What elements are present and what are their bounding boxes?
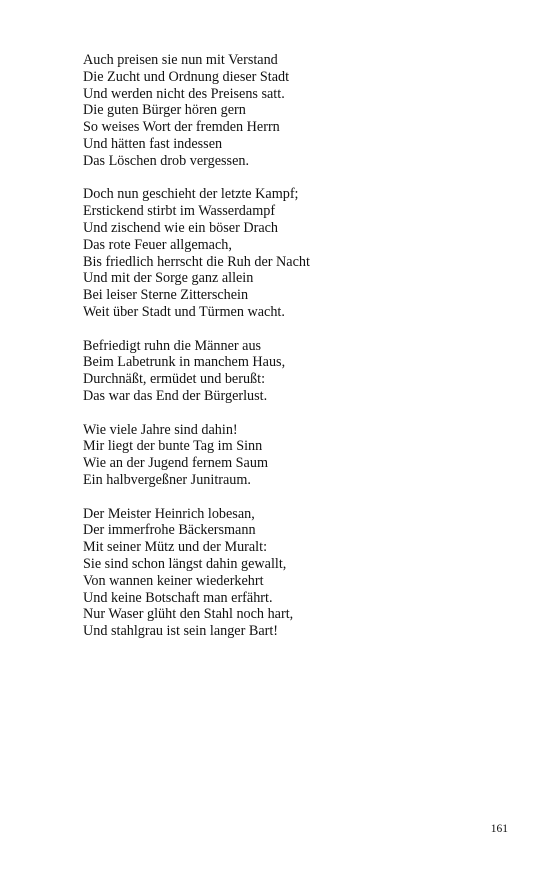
poem-line: Bis friedlich herrscht die Ruh der Nacht: [83, 253, 310, 270]
poem-line: Das Löschen drob vergessen.: [83, 152, 250, 169]
poem-line: Erstickend stirbt im Wasserdampf: [83, 203, 276, 220]
poem-line: Das rote Feuer allgemach,: [83, 236, 232, 253]
poem-text: [83, 52, 523, 657]
poem-line: Sie sind schon längst dahin gewallt,: [83, 555, 287, 572]
poem-line: Die guten Bürger hören gern: [83, 102, 246, 119]
poem-line: Und stahlgrau ist sein langer Bart!: [83, 623, 279, 640]
poem-line: Ein halbvergeßner Junitraum.: [83, 471, 251, 488]
page-number: 161: [490, 823, 508, 835]
poem-line: Die Zucht und Ordnung dieser Stadt: [83, 68, 290, 85]
poem-line: Durchnäßt, ermüdet und berußt:: [83, 371, 266, 388]
poem-line: Und werden nicht des Preisens satt.: [83, 85, 285, 102]
stanza-4: [83, 422, 523, 489]
poem-line: Wie an der Jugend fernem Saum: [83, 455, 268, 472]
poem-line: Und zischend wie ein böser Drach: [83, 219, 279, 236]
poem-line: Wie viele Jahre sind dahin!: [83, 421, 238, 438]
stanza-5: [83, 506, 523, 640]
stanza-2: [83, 186, 523, 320]
poem-line: Der immerfrohe Bäckersmann: [83, 522, 256, 539]
poem-line: So weises Wort der fremden Herrn: [83, 119, 280, 136]
poem-line: Weit über Stadt und Türmen wacht.: [83, 303, 285, 320]
poem-line: Auch preisen sie nun mit Verstand: [83, 52, 278, 68]
poem-line: Das war das End der Bürgerlust.: [83, 387, 268, 404]
poem-line: Nur Waser glüht den Stahl noch hart,: [83, 606, 294, 623]
poem-line: Der Meister Heinrich lobesan,: [83, 505, 255, 522]
poem-line: Mir liegt der bunte Tag im Sinn: [83, 438, 263, 455]
poem-line: Und hätten fast indessen: [83, 135, 223, 152]
poem-line: Und keine Botschaft man erfährt.: [83, 589, 273, 606]
poem-line: Und mit der Sorge ganz allein: [83, 270, 254, 287]
poem-line: Befriedigt ruhn die Männer aus: [83, 337, 262, 354]
poem-line: Von wannen keiner wiederkehrt: [83, 572, 264, 589]
poem-line: Bei leiser Sterne Zitterschein: [83, 287, 249, 304]
poem-line: Mit seiner Mütz und der Muralt:: [83, 539, 268, 556]
stanza-3: [83, 338, 523, 405]
stanza-1: [83, 52, 523, 170]
poem-line: Beim Labetrunk in manchem Haus,: [83, 354, 286, 371]
poem-line: Doch nun geschieht der letzte Kampf;: [83, 186, 299, 203]
